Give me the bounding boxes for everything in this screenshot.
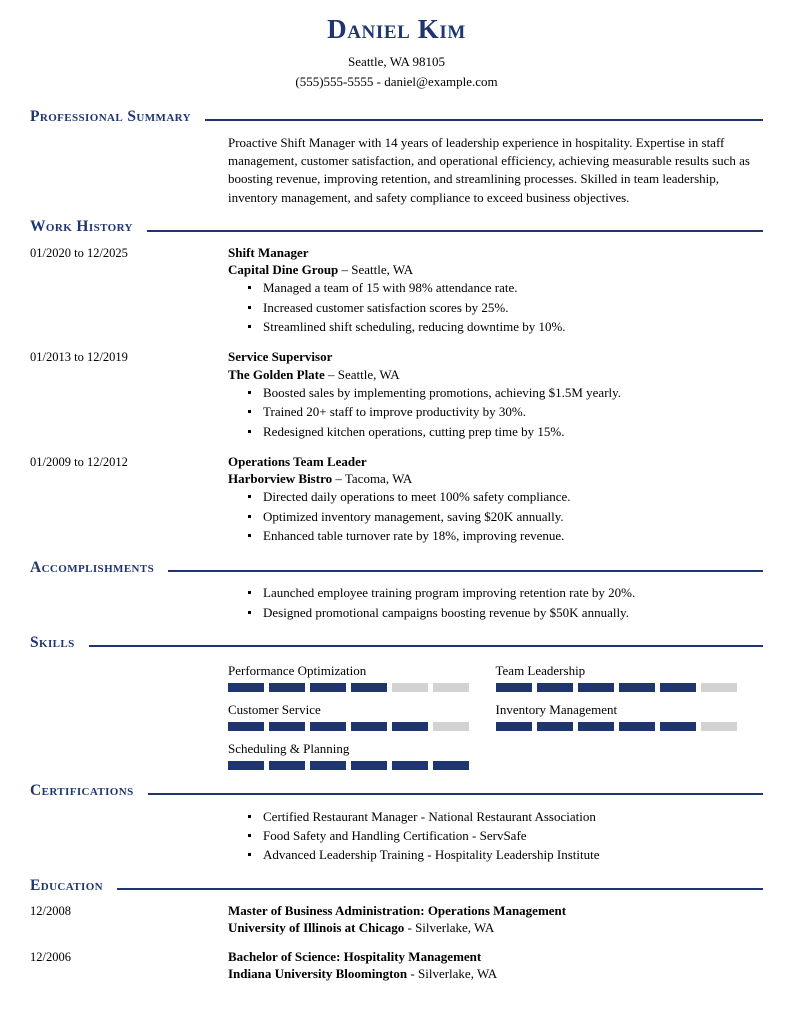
skill-rating-bar [496, 722, 738, 731]
section-education [30, 876, 763, 982]
section-divider [168, 570, 763, 572]
accomplishment-item: Launched employee training program improving retention rate by 20%. [246, 584, 763, 602]
work-entry-bullet: Increased customer satisfaction scores by 25%. [246, 299, 759, 317]
section-divider [89, 645, 763, 647]
work-entry-bullet: Boosted sales by implementing promotions, achieving $1.5M yearly. [246, 384, 759, 402]
skill-rating-bar [228, 722, 470, 731]
skill-name: Performance Optimization [228, 662, 367, 678]
summary-body [30, 134, 763, 208]
skill-segment-empty [701, 683, 737, 692]
work-entry-dates: 01/2020 to 12/2025 [30, 245, 128, 260]
work-entry-title: Service Supervisor [228, 349, 333, 365]
section-certifications [30, 781, 763, 865]
section-accomplishments [30, 558, 763, 622]
work-entry-bullet: Streamlined shift scheduling, reducing downtime by 10%. [246, 318, 759, 336]
work-entry-bullet: Directed daily operations to meet 100% safety compliance. [246, 488, 759, 506]
skill-item [228, 701, 496, 731]
certifications-body [30, 808, 763, 865]
certifications-bullet-list [228, 808, 763, 865]
section-divider [148, 793, 763, 795]
work-entry-bullet: Optimized inventory management, saving $20K annually. [246, 508, 759, 526]
skill-segment-filled [392, 722, 428, 731]
skill-segment-filled [310, 722, 346, 731]
skill-segment-filled [269, 722, 305, 731]
candidate-name: Daniel Kim [327, 14, 466, 44]
work-entry-details [228, 453, 763, 547]
skill-segment-filled [496, 683, 532, 692]
section-heading [30, 876, 763, 896]
resume-header [30, 14, 763, 91]
skill-name: Scheduling & Planning [228, 740, 350, 756]
skill-segment-filled [351, 683, 387, 692]
certification-item: Food Safety and Handling Certification - ServSafe [246, 827, 763, 845]
skill-name: Customer Service [228, 701, 321, 717]
skill-segment-filled [310, 761, 346, 770]
skill-segment-filled [269, 683, 305, 692]
section-divider [205, 119, 763, 121]
work-entry-company: Capital Dine Group [228, 261, 339, 277]
section-title-accomplishments: Accomplishments [30, 558, 155, 576]
work-entry-bullet-list [228, 384, 759, 441]
skill-rating-bar [496, 683, 738, 692]
education-entry [30, 948, 763, 982]
work-entry-details [228, 244, 763, 338]
skill-segment-filled [228, 683, 264, 692]
skill-item [496, 701, 764, 731]
skill-segment-filled [537, 683, 573, 692]
skill-segment-filled [619, 722, 655, 731]
skill-item [496, 662, 764, 692]
skill-segment-filled [351, 761, 387, 770]
work-history-entry [30, 244, 763, 338]
skill-segment-filled [660, 722, 696, 731]
work-history-entry [30, 453, 763, 547]
skill-name: Team Leadership [495, 662, 586, 678]
section-heading [30, 558, 763, 578]
work-entry-details [228, 348, 763, 442]
work-entry-bullet-list [228, 488, 759, 545]
work-entry-company-location: Capital Dine Group – Seattle, WA [228, 261, 414, 277]
work-entry-title: Operations Team Leader [228, 454, 367, 470]
work-entry-company: The Golden Plate [228, 366, 325, 382]
work-history-entry [30, 348, 763, 442]
section-heading [30, 781, 763, 801]
section-professional-summary [30, 107, 763, 207]
section-heading [30, 633, 763, 653]
skill-segment-empty [433, 683, 469, 692]
skill-segment-empty [701, 722, 737, 731]
work-entry-bullet: Enhanced table turnover rate by 18%, improving revenue. [246, 527, 759, 545]
skill-rating-bar [228, 683, 470, 692]
section-work-history [30, 217, 763, 546]
section-title-certifications: Certifications [30, 782, 134, 800]
section-title-work-history: Work History [30, 218, 133, 236]
work-entry-company-location: The Golden Plate – Seattle, WA [228, 366, 400, 382]
education-school-location: University of Illinois at Chicago - Silverlake, WA [228, 920, 495, 936]
section-heading [30, 107, 763, 127]
skill-segment-filled [496, 722, 532, 731]
accomplishments-body [30, 584, 763, 622]
education-list [30, 902, 763, 982]
education-school: University of Illinois at Chicago [228, 920, 405, 936]
education-school: Indiana University Bloomington [228, 965, 408, 981]
work-entry-bullet-list [228, 279, 759, 336]
skill-segment-filled [660, 683, 696, 692]
work-history-list [30, 244, 763, 547]
certification-item: Certified Restaurant Manager - National Restaurant Association [246, 808, 763, 826]
work-entry-bullet: Trained 20+ staff to improve productivity by 30%. [246, 403, 759, 421]
summary-text: Proactive Shift Manager with 14 years of leadership experience in hospitality. Expertise in staff management, customer satisfaction, and operational efficiency, achieving measurable results such as boosting revenue, improving retention, and streamlining processes. Skilled in team leadership, inventory management, and safety compliance to exceed business objectives. [228, 134, 750, 205]
candidate-contact: (555)555-5555 - daniel@example.com [295, 73, 498, 89]
education-entry [30, 902, 763, 936]
skill-segment-filled [351, 722, 387, 731]
work-entry-company: Harborview Bistro [228, 471, 333, 487]
skill-segment-filled [578, 683, 614, 692]
education-entry-date: 12/2008 [30, 904, 71, 919]
skill-segment-empty [433, 722, 469, 731]
work-entry-bullet: Managed a team of 15 with 98% attendance rate. [246, 279, 759, 297]
work-entry-dates: 01/2013 to 12/2019 [30, 350, 128, 365]
skill-segment-filled [619, 683, 655, 692]
skill-segment-filled [228, 761, 264, 770]
education-degree: Master of Business Administration: Operations Management [228, 903, 567, 919]
education-entry-date: 12/2006 [30, 949, 71, 964]
section-divider [117, 888, 763, 890]
work-entry-dates: 01/2009 to 12/2012 [30, 455, 128, 470]
skill-segment-filled [537, 722, 573, 731]
education-entry-details [228, 948, 763, 982]
work-entry-bullet: Redesigned kitchen operations, cutting prep time by 15%. [246, 423, 759, 441]
skill-item [228, 662, 496, 692]
skill-segment-filled [433, 761, 469, 770]
section-title-education: Education [30, 876, 104, 894]
skill-item [228, 740, 496, 770]
section-skills [30, 633, 763, 779]
skill-segment-filled [392, 761, 428, 770]
accomplishments-bullet-list [228, 584, 763, 622]
section-heading [30, 217, 763, 237]
skill-name: Inventory Management [495, 701, 618, 717]
skills-grid [30, 660, 763, 779]
section-title-skills: Skills [30, 634, 75, 652]
education-entry-details [228, 902, 763, 936]
skill-segment-filled [269, 761, 305, 770]
work-entry-title: Shift Manager [228, 244, 309, 260]
work-entry-company-location: Harborview Bistro – Tacoma, WA [228, 471, 413, 487]
candidate-address: Seattle, WA 98105 [348, 54, 445, 70]
skill-segment-filled [228, 722, 264, 731]
certification-item: Advanced Leadership Training - Hospitality Leadership Institute [246, 846, 763, 864]
education-school-location: Indiana University Bloomington - Silverlake, WA [228, 965, 498, 981]
skill-segment-filled [310, 683, 346, 692]
skill-rating-bar [228, 761, 470, 770]
section-title-summary: Professional Summary [30, 108, 191, 126]
section-divider [147, 230, 763, 232]
skill-segment-filled [578, 722, 614, 731]
skill-segment-empty [392, 683, 428, 692]
accomplishment-item: Designed promotional campaigns boosting revenue by $50K annually. [246, 604, 763, 622]
education-degree: Bachelor of Science: Hospitality Management [228, 948, 482, 964]
